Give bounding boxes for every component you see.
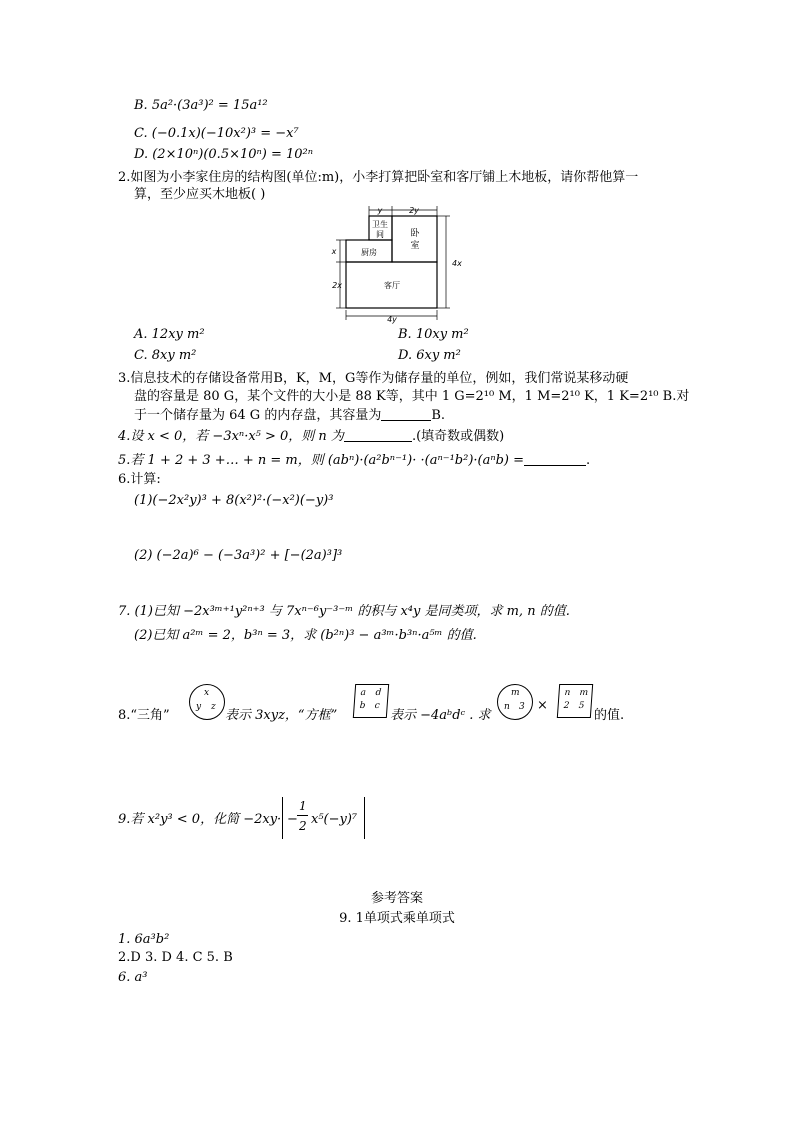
q9-frac-den: 2 xyxy=(299,819,307,833)
q7-part2: (2)已知 a²ᵐ = 2，b³ⁿ = 3，求 (b²ⁿ)³ − a³ᵐ·b³ⁿ·a⁵ᵐ 的值. xyxy=(134,628,477,643)
option-c: C. (−0.1x)(−10x²)³ = −x⁷ xyxy=(134,126,299,141)
q2-option-d: D. 6xy m² xyxy=(398,348,461,363)
q6-title: 6.计算: xyxy=(118,472,161,487)
q6-part2: (2) (−2a)⁶ − (−3a³)² + [−(2a)³]³ xyxy=(134,548,343,563)
box2-bl: 2 xyxy=(563,701,570,711)
kitchen-label: 厨房 xyxy=(361,248,377,257)
abs-bar-left xyxy=(282,797,283,839)
box1-tr: d xyxy=(375,688,382,698)
bedroom-rect xyxy=(392,216,437,262)
q9-text-b: x⁵(−y)⁷ xyxy=(311,812,358,827)
q9-frac-bar xyxy=(297,815,308,816)
q3-line3 xyxy=(134,406,445,425)
q5-answer-blank[interactable] xyxy=(524,451,586,466)
box1-br: c xyxy=(374,701,381,711)
tri1-br: z xyxy=(211,702,216,712)
dim-x-label: x xyxy=(331,247,337,256)
answer-2-5: 2.D 3. D 4. C 5. B xyxy=(118,950,233,965)
dim-y-label: y xyxy=(377,206,383,215)
answer-6: 6. a³ xyxy=(118,970,148,985)
q2-line2: 算，至少应买木地板( ) xyxy=(134,187,266,202)
q5-line xyxy=(118,451,590,470)
tri1-bl: y xyxy=(196,702,202,712)
q2-option-c: C. 8xy m² xyxy=(134,348,197,363)
q4-hint: .(填奇数或偶数) xyxy=(411,429,505,444)
box1-tl: a xyxy=(360,688,367,698)
dim-4x-label: 4x xyxy=(452,259,462,268)
q8-text-a: 8.“三角” xyxy=(118,708,170,723)
q8-times: × xyxy=(537,698,548,713)
tri1-top: x xyxy=(204,688,210,698)
tri2-top: m xyxy=(511,688,520,698)
answers-subtitle: 9. 1单项式乘单项式 xyxy=(339,911,455,926)
triangle-symbol-1 xyxy=(189,684,225,720)
q4-text: 4.设 x < 0，若 −3xⁿ·x⁵ > 0，则 n 为 xyxy=(118,429,344,444)
box2-tl: n xyxy=(564,688,571,698)
q8-text-c: 表示 −4aᵇdᶜ . 求 xyxy=(390,708,491,723)
living-room-label: 客厅 xyxy=(384,281,400,290)
q3-unit: B. xyxy=(431,408,446,423)
dim-2y-label: 2y xyxy=(409,206,419,215)
q2-line1: 2.如图为小李家住房的结构图(单位:m)，小李打算把卧室和客厅铺上木地板，请你帮他算一 xyxy=(118,170,639,185)
q7-part1: 7. (1)已知 −2x³ᵐ⁺¹y²ⁿ⁺³ 与 7xⁿ⁻⁶y⁻³⁻ᵐ 的积与 x⁴y 是同类项，求 m, n 的值. xyxy=(118,604,570,619)
bedroom-label-1: 卧 xyxy=(410,229,420,239)
bathroom-label-1: 卫生 xyxy=(372,220,388,229)
q9-frac-num: 1 xyxy=(299,799,307,813)
triangle-symbol-2 xyxy=(497,684,533,720)
q5-end: . xyxy=(586,453,591,468)
box-symbol-1 xyxy=(353,684,389,718)
q9-text-a: 9.若 x²y³ < 0，化简 −2xy· xyxy=(118,812,282,827)
dim-2x-label: 2x xyxy=(332,281,342,290)
q5-text: 5.若 1 + 2 + 3 +… + n = m，则 (abⁿ)·(a²bⁿ⁻¹)· ·(aⁿ⁻¹b²)·(aⁿb) = xyxy=(118,453,525,468)
answers-title: 参考答案 xyxy=(370,891,423,906)
box1-bl: b xyxy=(359,701,366,711)
dim-4y-label: 4y xyxy=(387,315,397,324)
q2-option-b: B. 10xy m² xyxy=(398,327,469,342)
box2-br: 5 xyxy=(578,701,585,711)
q3-line1: 3.信息技术的存储设备常用B，K，M，G等作为储存量的单位，例如，我们常说某移动硬 xyxy=(118,371,629,386)
q3-answer-blank[interactable] xyxy=(381,406,431,421)
option-d: D. (2×10ⁿ)(0.5×10ⁿ) = 10²ⁿ xyxy=(134,147,314,162)
q2-option-a: A. 12xy m² xyxy=(134,327,205,342)
box-symbol-2 xyxy=(557,684,593,718)
q4-line xyxy=(118,427,504,446)
q9-minus: − xyxy=(287,812,298,827)
q8-text-e: 的值. xyxy=(594,708,625,723)
q3-line2: 盘的容量是 80 G，某个文件的大小是 88 K等，其中 1 G=2¹⁰ M，1 M=2¹⁰ K，1 K=2¹⁰ B.对 xyxy=(134,389,690,404)
q4-answer-blank[interactable] xyxy=(344,427,412,442)
q8-text-b: 表示 3xyz，“方框” xyxy=(225,708,338,723)
abs-bar-right xyxy=(364,797,365,839)
tri2-br: 3 xyxy=(519,702,525,712)
q6-part1: (1)(−2x²y)³ + 8(x²)²·(−x²)(−y)³ xyxy=(134,493,334,508)
bedroom-label-2: 室 xyxy=(410,241,420,251)
tri2-bl: n xyxy=(504,702,510,712)
option-b: B. 5a²·(3a³)² = 15a¹² xyxy=(134,98,268,113)
bathroom-label-2: 间 xyxy=(376,230,384,239)
floor-plan-figure xyxy=(326,200,466,324)
q3-line3-text: 于一个储存量为 64 G 的内存盘，其容量为 xyxy=(134,408,382,423)
box2-tr: m xyxy=(579,688,589,698)
answer-1: 1. 6a³b² xyxy=(118,932,170,947)
